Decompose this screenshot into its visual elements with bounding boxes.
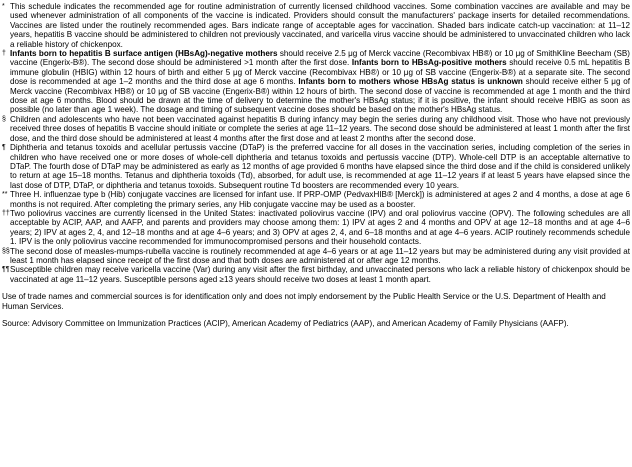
spacer [2,311,630,319]
footnote-marker: ¶¶ [2,266,10,274]
footnote-text: The second dose of measles-mumps-rubella vaccine is routinely recommended at age 4–6 years or at age 11–12 years but may be administered during any visit provided at least 1 month has elapsed since receipt of the first dose and that both doses are administered at or after age 12 months. [10,246,630,265]
footnote-marker: †† [2,209,10,217]
footnote-marker: * [2,3,5,10]
footnote-text: Diphtheria and tetanus toxoids and acellular pertussis vaccine (DTaP) is the preferred vaccine for all doses in the vaccination series, including completion of the series in children who have received one or more doses of whole-cell diphtheria and tetanus toxoids and pertussis vaccine (DTP). Whole-cell DTP is an acceptable alternative to DTaP. The fourth dose of DTaP may be administered as early as 12 months of age provided 6 months have elapsed since the third dose and if the child is considered unlikely to return at age 15–18 months. Tetanus and diphtheria toxoids (Td), absorbed, for adult use, is recommended at age 11–12 years if at least 5 years have elapsed since the last dose of DTP, DTaP, or diphtheria and tetanus toxoids. Subsequent routine Td boosters are recommended every 10 years. [10,143,630,190]
footnote-text: Two poliovirus vaccines are currently licensed in the United States: inactivated poliovirus vaccine (IPV) and oral poliovirus vaccine (OPV). The following schedules are all acceptable by ACIP, AAP, and AAFP, and parents and providers may choose among them: 1) IPV at ages 2 and 4 months and OPV at age 12–18 months and at age 4–6 years; 2) IPV at ages 2, 4, and 12–18 months and at age 4–6 years; and 3) OPV at ages 2, 4, and 6–18 months and at age 4–6 years. ACIP routinely recommends schedule 1. IPV is the only poliovirus vaccine recommended for immunocompromised persons and their household contacts. [10,208,630,247]
footnote-segment: should receive either 5 μg of Merck vaccine (Recombivax HB®) or 10 μg of SB vaccine (Engerix-B®) within 12 hours of birth. The second dose of vaccine is recommended at age 1 month and the third dose at age 6 months. Blood should be drawn at the time of delivery to determine the mother's HBsAg status; if it is positive, the infant should receive HBIG as soon as possible (no later than age 1 week). The dosage and timing of subsequent vaccine doses should be based on the mother's HBsAg status. [10,77,630,115]
spacer [2,284,630,292]
source-note: Source: Advisory Committee on Immunization Practices (ACIP), American Academy of Pediatrics (AAP), and American Academy of Family Physicians (AAFP). [2,319,569,328]
footnote-hib [2,190,630,209]
footnote-marker: §§ [2,247,10,255]
footnote-marker: ¶ [2,144,6,152]
footnote-text: Susceptible children may receive varicella vaccine (Var) during any visit after the first birthday, and unvaccinated persons who lack a reliable history of chickenpox should be vaccinated at age 11–12 years. Susceptible persons aged ≥13 years should receive two doses at least 1 month apart. [10,265,630,284]
footnote-segment: should receive 0.5 mL hepatitis B immune globulin (HBIG) within 12 hours of birth and either 5 μg of Merck vaccine (Recombivax HB®) or 10 μg of SB vaccine (Engerix-B®) at a separate site. The second dose is recommended at age 1–2 months and the third dose at age 6 months. [10,58,631,87]
footnote-varicella [2,265,630,284]
footnote-marker: ** [2,191,8,199]
footnote-general [2,2,630,49]
schedule-footnotes [2,2,630,328]
footnote-hepatitis-b-catchup [2,115,630,143]
footnote-marker: † [2,50,6,58]
footnote-segment: should receive 2.5 μg of Merck vaccine (Recombivax HB®) or 10 μg of SmithKline Beecham (SB) vaccine (Engerix-B®). The second dose should be administered >1 month after the first dose. [10,49,630,68]
bold-lead-unknown-status: Infants born to mothers whose HBsAg status is unknown [298,77,523,87]
footnote-mmr [2,247,630,266]
disclaimer: Use of trade names and commercial sources is for identification only and does not imply endorsement by the Public Health Service or the U.S. Department of Health and Human Services. [2,292,606,311]
footnote-text: Three H. influenzae type b (Hib) conjugate vaccines are licensed for infant use. If PRP-OMP (PedvaxHIB® [Merck]) is administered at ages 2 and 4 months, a dose at age 6 months is not required. After completing the primary series, any Hib conjugate vaccine may be used as a booster. [10,190,630,209]
footnote-polio [2,209,630,247]
footnote-text: This schedule indicates the recommended age for routine administration of currently licensed childhood vaccines. Some combination vaccines are available and may be used whenever administration of all components of the vaccine is indicated. Providers should consult the manufacturers' package inserts for detailed recommendations. Vaccines are listed under the routinely recommended ages. Bars indicate range of acceptable ages for vaccination. Shaded bars indicate catch-up vaccination: at 11–12 years, hepatitis B vaccine should be administered to children not previously vaccinated, and varicella virus vaccine should be administered to unvaccinated children who lack a reliable history of chickenpox. [10,2,630,49]
footnote-dtap [2,143,630,190]
footnote-marker: § [2,115,6,123]
bold-lead-negative-mothers: Infants born to hepatitis B surface antigen (HBsAg)-negative mothers [10,49,278,59]
footnote-hepatitis-b-infants [2,49,630,115]
footnote-text [10,49,630,115]
footnote-text: Children and adolescents who have not been vaccinated against hepatitis B during infancy may begin the series during any childhood visit. Those who have not previously received three doses of hepatitis B vaccine should initiate or complete the series at age 11–12 years. The second dose should be administered at least 1 month after the first dose, and the third dose should be administered at least 4 months after the first dose and at least 2 months after the second dose. [10,114,630,143]
bold-lead-positive-mothers: Infants born to HBsAg-positive mothers [351,58,507,68]
